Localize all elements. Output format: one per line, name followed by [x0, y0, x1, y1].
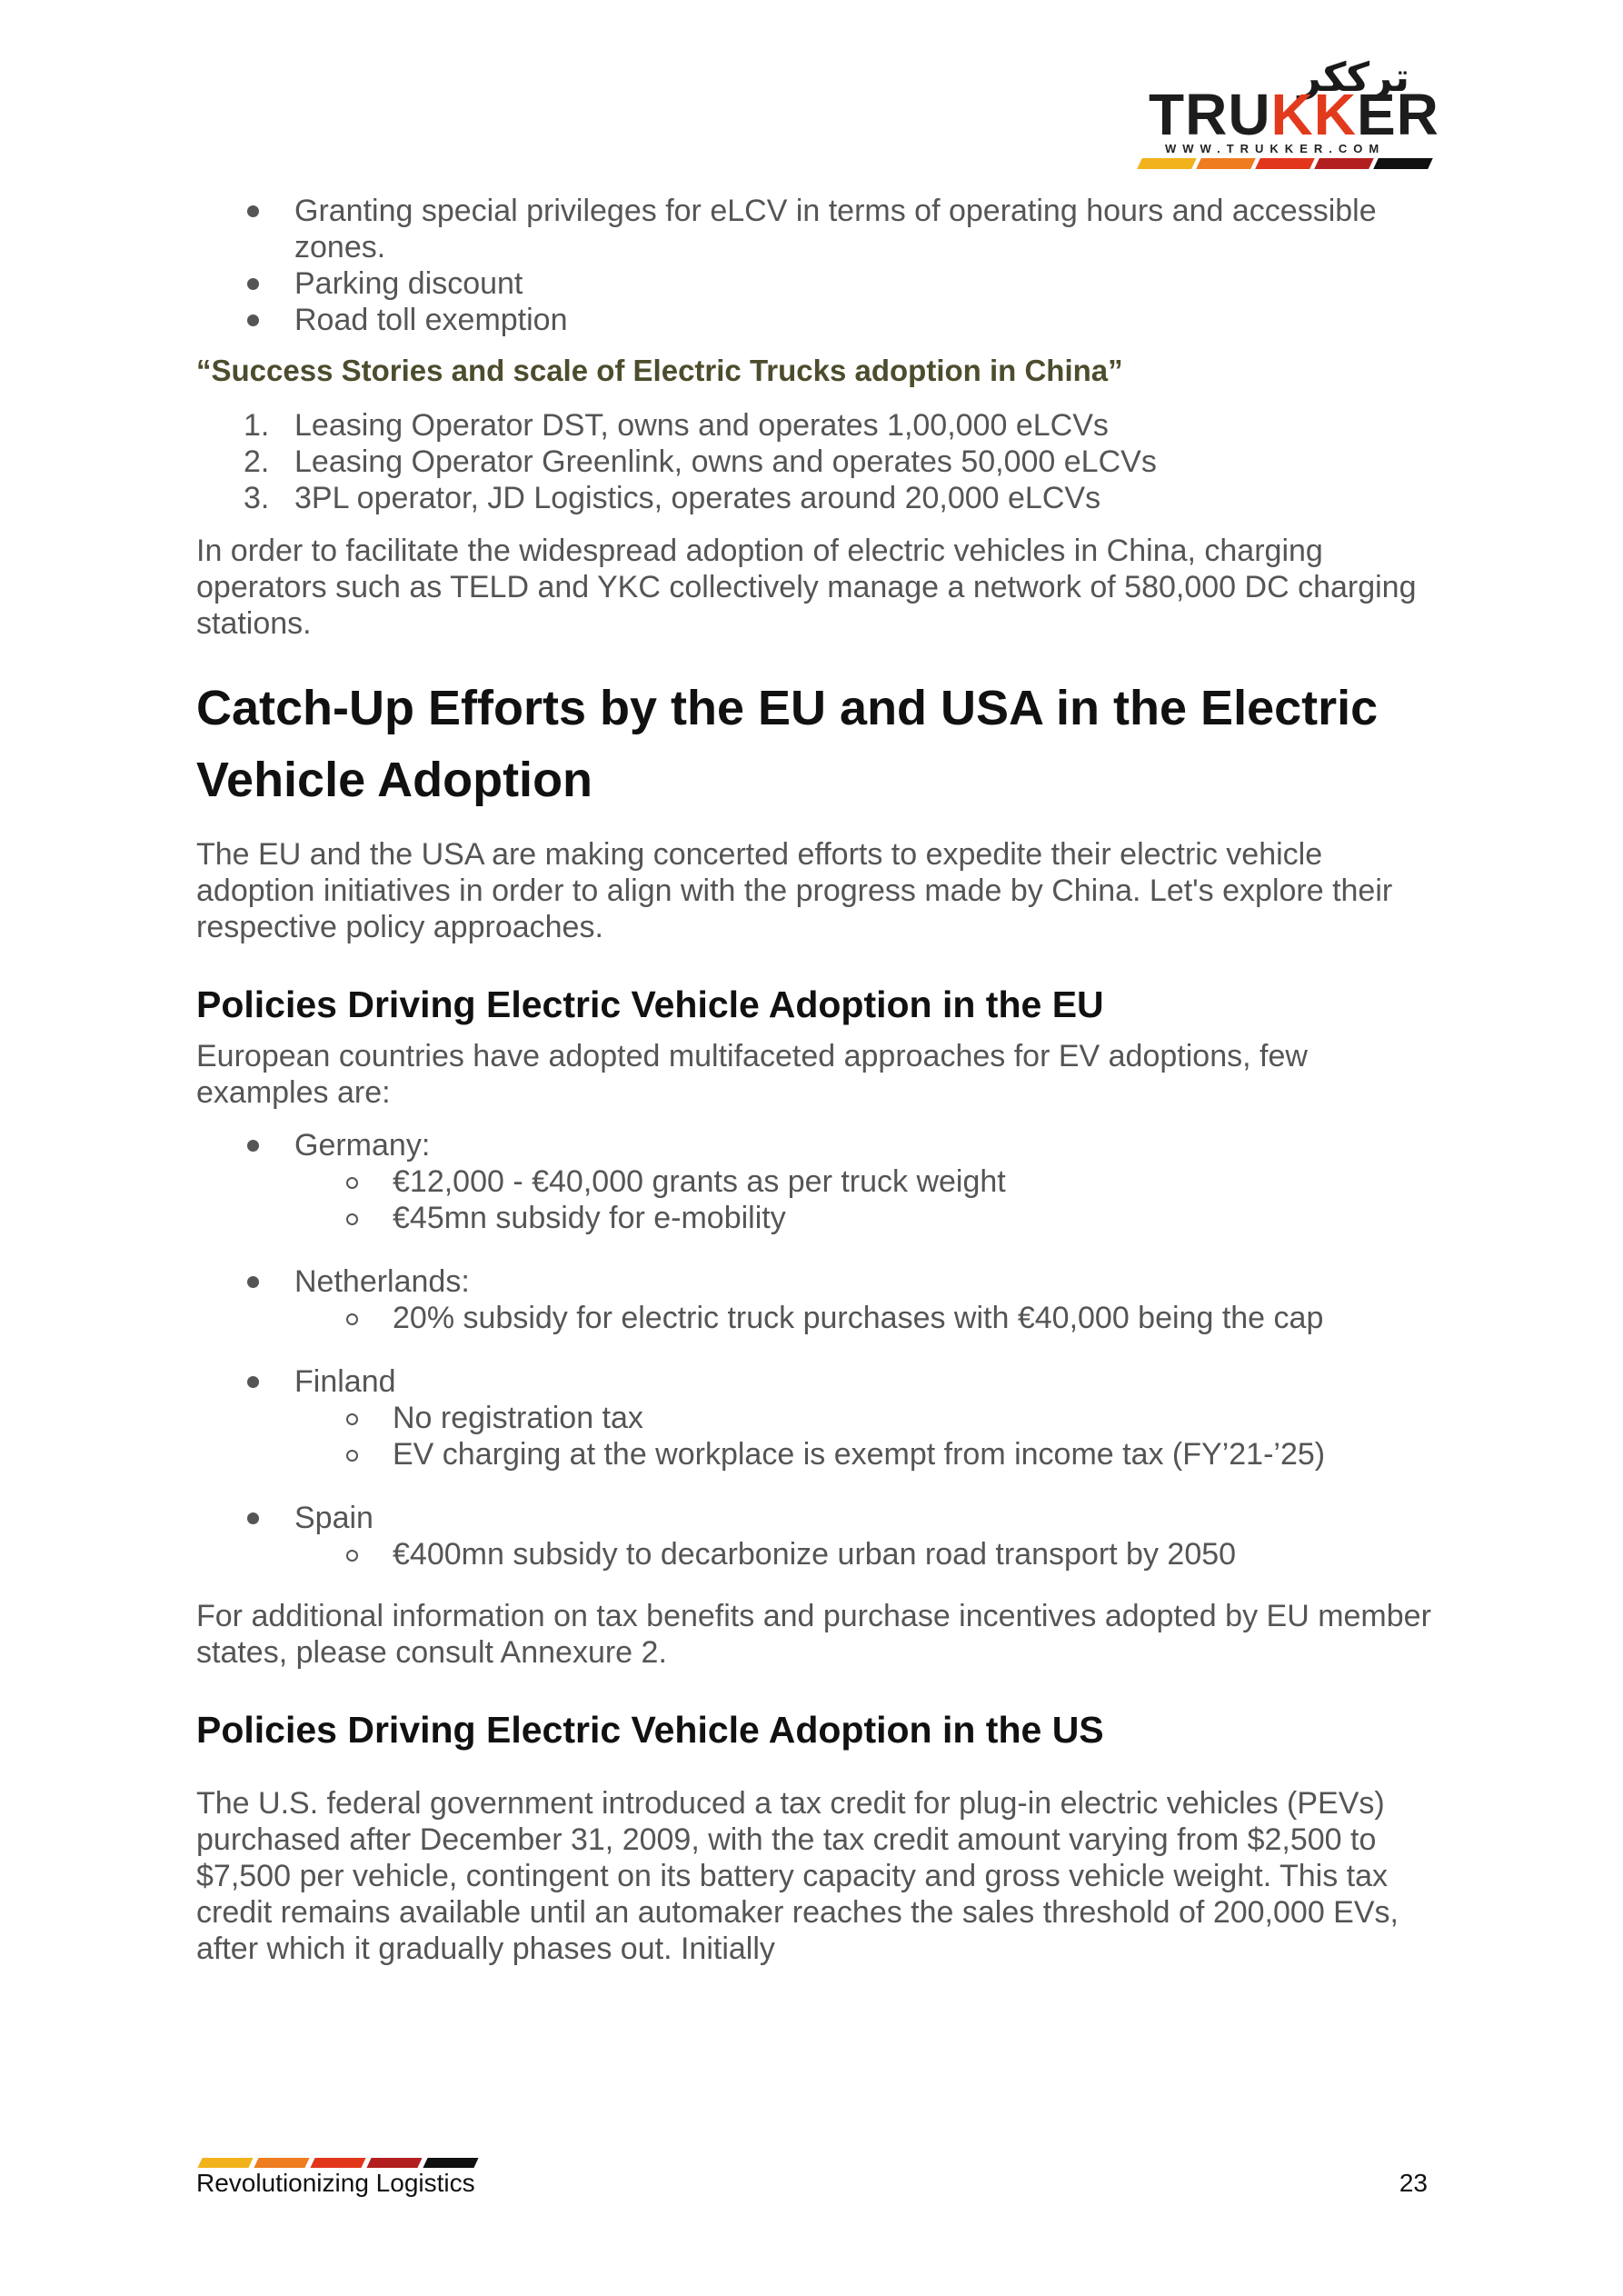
- list-item-text: Leasing Operator Greenlink, owns and operates 50,000 eLCVs: [294, 444, 1157, 479]
- bullet-icon: [247, 1140, 259, 1152]
- hollow-bullet-icon: [346, 1177, 358, 1189]
- logo-color-stripes: [1140, 158, 1430, 169]
- sub-list-item: [196, 1200, 1432, 1236]
- page-content: [196, 193, 1432, 1967]
- page-number: 23: [1399, 2169, 1428, 2197]
- country-name: Netherlands:: [294, 1264, 470, 1299]
- list-item-text: Road toll exemption: [294, 303, 568, 337]
- hollow-bullet-icon: [346, 1413, 358, 1425]
- sub-list-item: [196, 1400, 1432, 1436]
- bullet-icon: [247, 278, 259, 290]
- sub-list-item: [196, 1163, 1432, 1200]
- eu-countries-list: [196, 1127, 1432, 1572]
- hollow-bullet-icon: [346, 1450, 358, 1462]
- footer-color-stripes: [200, 2158, 476, 2168]
- logo-word-kk: KK: [1270, 82, 1357, 147]
- list-number: 3.: [244, 481, 270, 515]
- sub-list-item: [196, 1300, 1432, 1336]
- intro-paragraph: The EU and the USA are making concerted efforts to expedite their electric vehicle adoption initiatives in order to align with the progress made by China. Let's explore their respective policy approaches.: [196, 837, 1393, 944]
- stripe-black: [1373, 158, 1433, 169]
- country-name: Finland: [294, 1364, 396, 1399]
- eu-intro-paragraph: European countries have adopted multifaceted approaches for EV adoptions, few examples are:: [196, 1039, 1308, 1110]
- hollow-bullet-icon: [346, 1313, 358, 1325]
- spacer: [196, 1236, 1432, 1263]
- success-stories-heading: “Success Stories and scale of Electric Trucks adoption in China”: [196, 354, 1123, 387]
- stripe-orange: [1196, 158, 1256, 169]
- country-name: Spain: [294, 1501, 373, 1535]
- trukker-logo: [1134, 55, 1439, 173]
- china-charging-paragraph: In order to facilitate the widespread adoption of electric vehicles in China, charging operators such as TELD and YKC collectively manage a network of 580,000 DC charging stations.: [196, 534, 1417, 641]
- bullet-icon: [247, 1376, 259, 1388]
- stripe-yellow: [197, 2158, 253, 2168]
- logo-arabic-text: ترككر: [1298, 55, 1409, 101]
- spacer: [196, 1472, 1432, 1500]
- list-item: [196, 407, 1432, 444]
- section-heading: Catch-Up Efforts by the EU and USA in the Electric Vehicle Adoption: [196, 681, 1379, 807]
- bullet-icon: [247, 314, 259, 326]
- stripe-red: [1255, 158, 1315, 169]
- country-finland: [196, 1363, 1432, 1400]
- stripe-dark-red: [1314, 158, 1374, 169]
- us-policies-heading: Policies Driving Electric Vehicle Adoption in the US: [196, 1709, 1104, 1751]
- list-number: 1.: [244, 408, 270, 443]
- hollow-bullet-icon: [346, 1550, 358, 1562]
- list-item: [196, 302, 1432, 338]
- bullet-icon: [247, 1512, 259, 1524]
- sub-list-item-text: 20% subsidy for electric truck purchases with €40,000 being the cap: [393, 1301, 1324, 1335]
- us-paragraph: The U.S. federal government introduced a tax credit for plug-in electric vehicles (PEVs) purchased after December 31, 2009, with the tax credit amount varying from $2,500 to $7,500 per vehicle, contingent on its battery capacity and gross vehicle weight. This tax credit remains available until an automaker reaches the sales threshold of 200,000 EVs, after which it gradually phases out. Initially: [196, 1786, 1399, 1966]
- stripe-orange: [254, 2158, 309, 2168]
- eu-outro-paragraph: For additional information on tax benefits and purchase incentives adopted by EU member states, please consult Annexure 2.: [196, 1599, 1431, 1670]
- stripe-yellow: [1137, 158, 1197, 169]
- stripe-black: [423, 2158, 478, 2168]
- list-item: [196, 265, 1432, 302]
- list-item-text: Parking discount: [294, 266, 523, 301]
- stripe-red: [310, 2158, 365, 2168]
- sub-list-item-text: No registration tax: [393, 1401, 643, 1435]
- list-item-text: Granting special privileges for eLCV in terms of operating hours and accessible zones.: [294, 194, 1377, 265]
- country-name: Germany:: [294, 1128, 431, 1163]
- spacer: [196, 1336, 1432, 1363]
- list-number: 2.: [244, 444, 270, 479]
- country-spain: [196, 1500, 1432, 1536]
- list-item: [196, 480, 1432, 516]
- sub-list-item-text: €45mn subsidy for e-mobility: [393, 1201, 786, 1235]
- stripe-dark-red: [366, 2158, 422, 2168]
- bullet-icon: [247, 205, 259, 217]
- sub-list-item-text: €12,000 - €40,000 grants as per truck weight: [393, 1164, 1006, 1199]
- eu-policies-heading: Policies Driving Electric Vehicle Adoption in the EU: [196, 983, 1104, 1025]
- privileges-list: [196, 193, 1432, 338]
- logo-url: WWW.TRUKKER.COM: [1165, 142, 1386, 155]
- sub-list-item-text: €400mn subsidy to decarbonize urban road transport by 2050: [393, 1537, 1237, 1572]
- footer-tagline: Revolutionizing Logistics: [196, 2169, 475, 2197]
- list-item: [196, 444, 1432, 480]
- sub-list-item: [196, 1436, 1432, 1472]
- logo-word-prefix: TRU: [1149, 82, 1271, 147]
- list-item-text: 3PL operator, JD Logistics, operates around 20,000 eLCVs: [294, 481, 1101, 515]
- sub-list-item-text: EV charging at the workplace is exempt from income tax (FY’21-’25): [393, 1437, 1326, 1472]
- list-item: [196, 193, 1432, 265]
- sub-list-item: [196, 1536, 1432, 1572]
- hollow-bullet-icon: [346, 1213, 358, 1225]
- bullet-icon: [247, 1276, 259, 1288]
- country-germany: [196, 1127, 1432, 1163]
- logo-wordmark: [1149, 82, 1439, 147]
- list-item-text: Leasing Operator DST, owns and operates 1,00,000 eLCVs: [294, 408, 1109, 443]
- success-stories-list: [196, 407, 1432, 516]
- logo-word-suffix: ER: [1356, 82, 1439, 147]
- country-netherlands: [196, 1263, 1432, 1300]
